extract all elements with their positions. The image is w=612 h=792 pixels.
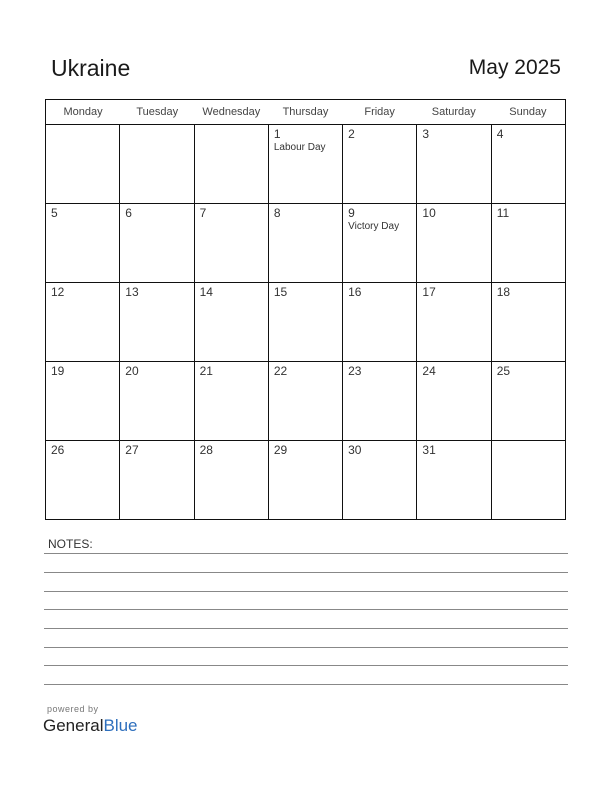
calendar-grid: [45, 99, 566, 520]
weekday-thursday: Thursday: [282, 106, 329, 118]
day-number: 24: [422, 364, 436, 378]
day-number: 9: [348, 206, 355, 220]
day-cell: [46, 283, 120, 361]
day-number: 19: [51, 364, 65, 378]
weekday-header: [46, 100, 565, 125]
notes-line: [44, 572, 568, 573]
weekday-monday: Monday: [63, 106, 103, 118]
weekday-saturday: Saturday: [431, 106, 476, 118]
day-cell: [492, 362, 565, 440]
day-cell: [343, 283, 417, 361]
day-cell: [195, 204, 269, 282]
day-cell: [417, 283, 491, 361]
notes-line: [44, 553, 568, 554]
holiday-label: Victory Day: [348, 221, 400, 232]
day-cell: [417, 362, 491, 440]
day-cell: [492, 441, 565, 519]
day-cell: [492, 283, 565, 361]
day-number: 16: [348, 285, 362, 299]
day-number: 6: [125, 206, 132, 220]
day-cell: [417, 204, 491, 282]
day-number: 10: [422, 206, 436, 220]
notes-line: [44, 647, 568, 648]
day-number: 26: [51, 443, 65, 457]
day-number: 23: [348, 364, 362, 378]
day-cell: [120, 283, 194, 361]
day-number: 8: [273, 206, 281, 220]
day-cell: [343, 125, 417, 203]
day-cell: [195, 362, 269, 440]
day-cell: [120, 204, 194, 282]
day-number: 18: [496, 285, 511, 299]
day-number: 27: [125, 443, 139, 457]
day-cell: [417, 125, 491, 203]
day-number: 12: [51, 285, 65, 299]
day-cell: [343, 362, 417, 440]
weekday-tuesday: Tuesday: [136, 106, 179, 118]
day-cell: [46, 441, 120, 519]
day-cell: [417, 441, 491, 519]
day-cell: [120, 362, 194, 440]
country-title: Ukraine: [51, 55, 131, 81]
day-cell: [46, 204, 120, 282]
day-cell: [343, 441, 417, 519]
day-number: 7: [199, 206, 207, 220]
day-cell: [195, 283, 269, 361]
day-cell: [120, 125, 194, 203]
week-row: [46, 125, 565, 204]
day-number: 28: [199, 443, 213, 457]
day-number: 15: [273, 285, 288, 299]
weekday-friday: Friday: [364, 106, 395, 118]
day-cell: [269, 125, 343, 203]
day-cell: [492, 204, 565, 282]
day-number: 3: [422, 127, 430, 141]
notes-line: [44, 665, 568, 666]
brand-general: General: [43, 716, 104, 735]
day-number: 11: [496, 206, 510, 220]
week-row: [46, 441, 565, 519]
notes-label: NOTES:: [48, 537, 93, 551]
day-number: 2: [348, 127, 355, 141]
week-row: [46, 362, 565, 441]
day-number: 1: [273, 127, 281, 141]
day-number: 5: [51, 206, 58, 220]
day-number: 4: [496, 127, 504, 141]
day-cell: [46, 125, 120, 203]
day-cell: [269, 441, 343, 519]
weekday-sunday: Sunday: [509, 106, 547, 118]
day-cell: [269, 283, 343, 361]
day-number: 17: [422, 285, 436, 299]
day-cell: [492, 125, 565, 203]
month-year-title: May 2025: [468, 56, 561, 79]
week-row: [46, 283, 565, 362]
day-number: 25: [496, 364, 511, 378]
day-cell: [120, 441, 194, 519]
day-cell: [195, 125, 269, 203]
generalblue-logo: [43, 716, 138, 736]
day-cell: [195, 441, 269, 519]
day-number: 14: [199, 285, 213, 299]
day-number: 20: [125, 364, 139, 378]
day-cell: [269, 362, 343, 440]
notes-line: [44, 591, 568, 592]
day-number: 30: [348, 443, 362, 457]
day-cell: [343, 204, 417, 282]
brand-blue: Blue: [103, 716, 138, 735]
day-number: 29: [273, 443, 288, 457]
day-number: 13: [125, 285, 139, 299]
day-cell: [269, 204, 343, 282]
day-cell: [46, 362, 120, 440]
notes-line: [44, 628, 568, 629]
day-number: 21: [199, 364, 213, 378]
week-row: [46, 204, 565, 283]
day-number: 22: [273, 364, 288, 378]
notes-line: [44, 684, 568, 685]
powered-by-text: powered by: [47, 704, 99, 714]
day-number: 31: [422, 443, 436, 457]
notes-line: [44, 609, 568, 610]
holiday-label: Labour Day: [273, 142, 326, 153]
weekday-wednesday: Wednesday: [202, 106, 261, 118]
